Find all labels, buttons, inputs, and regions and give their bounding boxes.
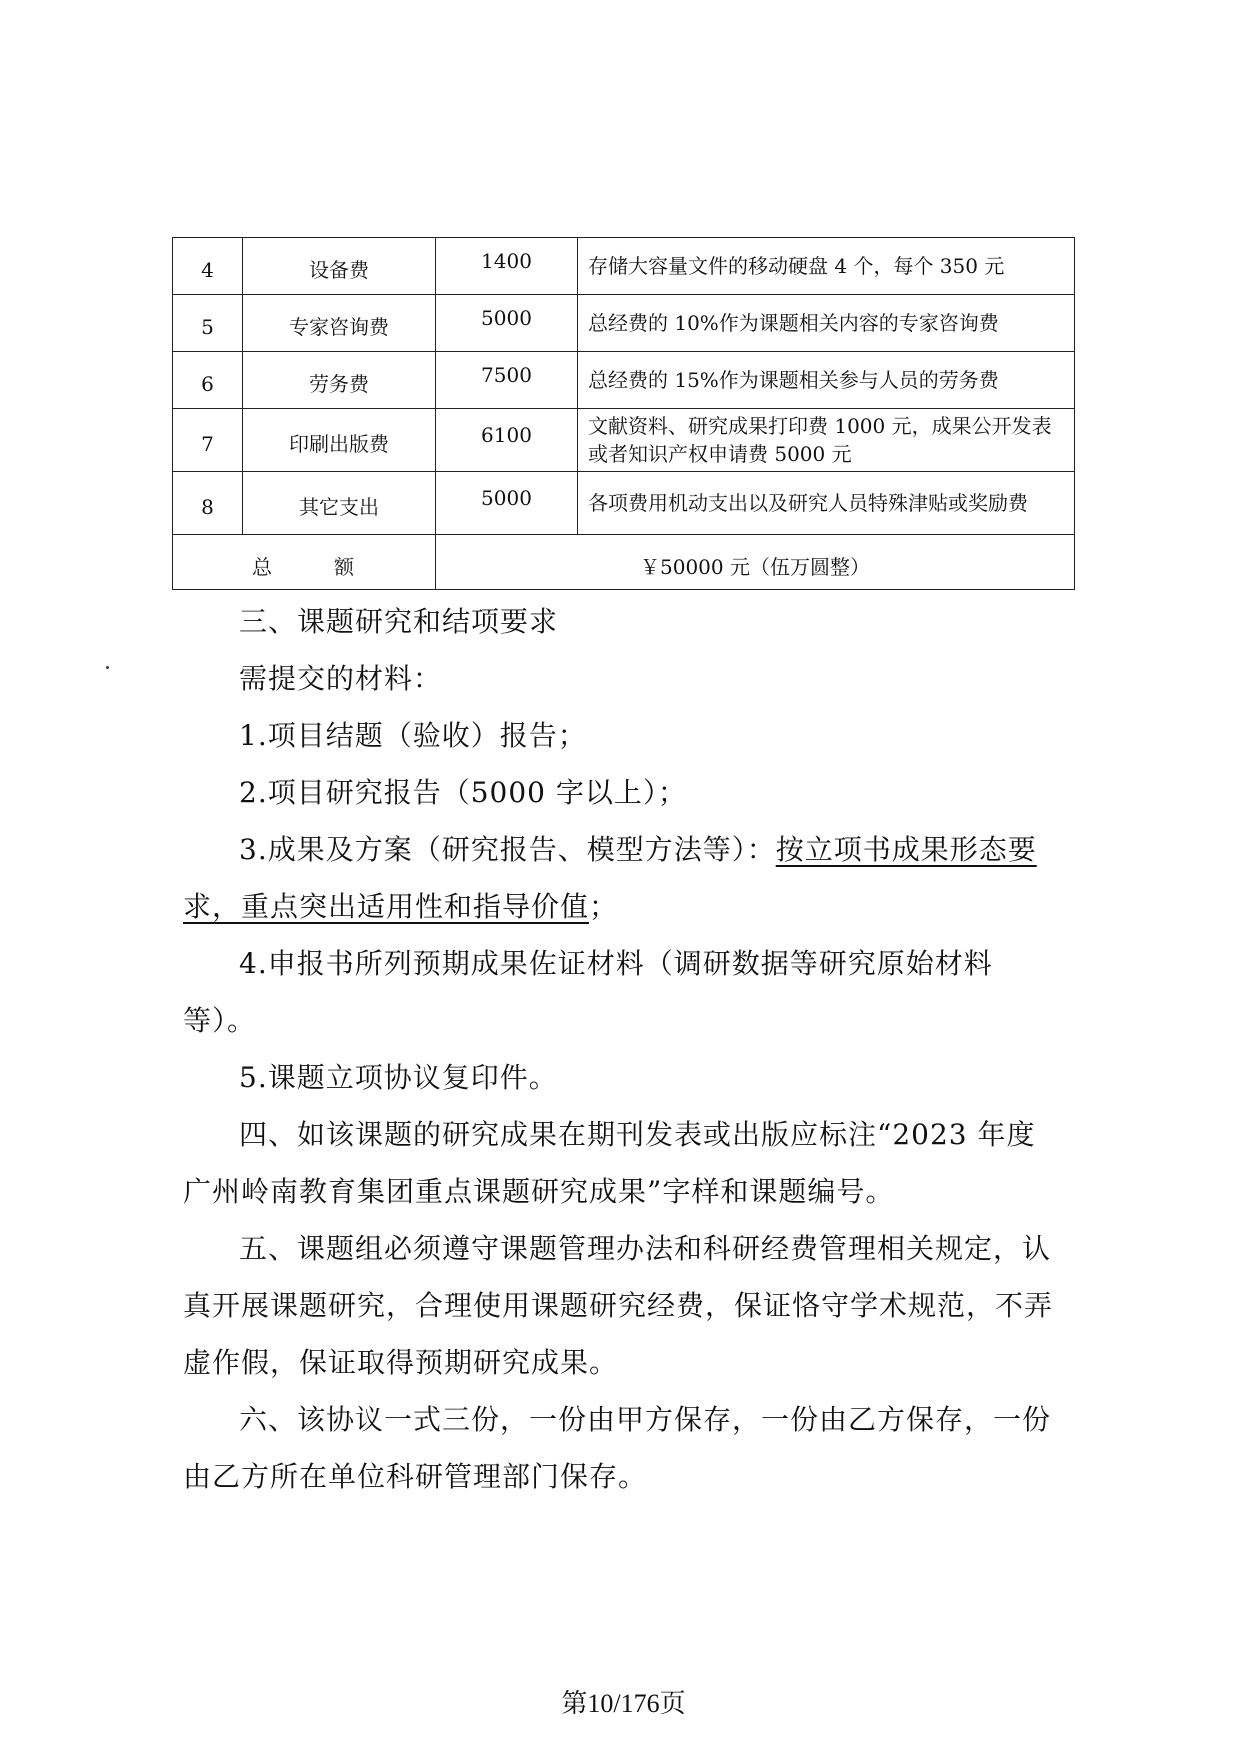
paragraph: 六、该协议一式三份，一份由甲方保存，一份由乙方保存，一份由乙方所在单位科研管理部门保存。 bbox=[183, 1403, 1052, 1493]
row-number: 4 bbox=[173, 238, 243, 295]
table-row bbox=[173, 295, 1075, 352]
row-number: 6 bbox=[173, 352, 243, 409]
total-label-part: 总 bbox=[252, 555, 274, 579]
paragraph: 五、课题组必须遵守课题管理办法和科研经费管理相关规定，认真开展课题研究，合理使用课题研究经费，保证恪守学术规范，不弄虚作假，保证取得预期研究成果。 bbox=[183, 1232, 1054, 1379]
table-row bbox=[173, 352, 1075, 409]
expense-amount: 7500 bbox=[436, 352, 578, 409]
row-number: 8 bbox=[173, 472, 243, 535]
table-row bbox=[173, 409, 1075, 472]
expense-item: 设备费 bbox=[243, 238, 436, 295]
expense-description: 各项费用机动支出以及研究人员特殊津贴或奖励费 bbox=[578, 472, 1075, 535]
total-value: ￥50000 元（伍万圆整） bbox=[436, 535, 1075, 590]
list-item-text: ； bbox=[589, 890, 619, 923]
expense-description: 总经费的 15%作为课题相关参与人员的劳务费 bbox=[578, 352, 1075, 409]
list-item: 2.项目研究报告（5000 字以上）； bbox=[239, 776, 687, 809]
total-row bbox=[173, 535, 1075, 590]
list-item: 4.申报书所列预期成果佐证材料（调研数据等研究原始材料等）。 bbox=[183, 947, 993, 1037]
list-item-text: 3.成果及方案（研究报告、模型方法等）： bbox=[239, 833, 776, 866]
paragraph: 四、如该课题的研究成果在期刊发表或出版应标注“2023 年度广州岭南教育集团重点课题研究成果”字样和课题编号。 bbox=[183, 1118, 1036, 1208]
table-row bbox=[173, 472, 1075, 535]
list-item: 5.课题立项协议复印件。 bbox=[239, 1061, 558, 1094]
expense-description: 存储大容量文件的移动硬盘 4 个，每个 350 元 bbox=[578, 238, 1075, 295]
expense-description: 总经费的 10%作为课题相关内容的专家咨询费 bbox=[578, 295, 1075, 352]
expense-item: 劳务费 bbox=[243, 352, 436, 409]
underlined-text: 按立项书成果形态要求，重点突出适用性和指导价值 bbox=[183, 833, 1037, 923]
section-heading: 三、课题研究和结项要求 bbox=[239, 605, 559, 638]
agreement-body bbox=[183, 593, 1063, 1505]
list-item: 1.项目结题（验收）报告； bbox=[239, 719, 587, 752]
row-number: 7 bbox=[173, 409, 243, 472]
materials-intro: 需提交的材料： bbox=[239, 662, 443, 695]
row-number: 5 bbox=[173, 295, 243, 352]
expense-item: 其它支出 bbox=[243, 472, 436, 535]
expense-amount: 1400 bbox=[436, 238, 578, 295]
expense-amount: 5000 bbox=[436, 295, 578, 352]
expense-item: 专家咨询费 bbox=[243, 295, 436, 352]
expense-amount: 6100 bbox=[436, 409, 578, 472]
total-label bbox=[173, 535, 436, 590]
expense-description: 文献资料、研究成果打印费 1000 元，成果公开发表或者知识产权申请费 5000 元 bbox=[578, 409, 1075, 472]
expense-item: 印刷出版费 bbox=[243, 409, 436, 472]
page-number: 第10/176页 bbox=[561, 1689, 686, 1718]
budget-table bbox=[172, 237, 1075, 590]
list-item bbox=[183, 821, 1063, 935]
expense-amount: 5000 bbox=[436, 472, 578, 535]
total-label-part: 额 bbox=[334, 555, 356, 579]
table-row bbox=[173, 238, 1075, 295]
scan-speck bbox=[106, 666, 109, 669]
